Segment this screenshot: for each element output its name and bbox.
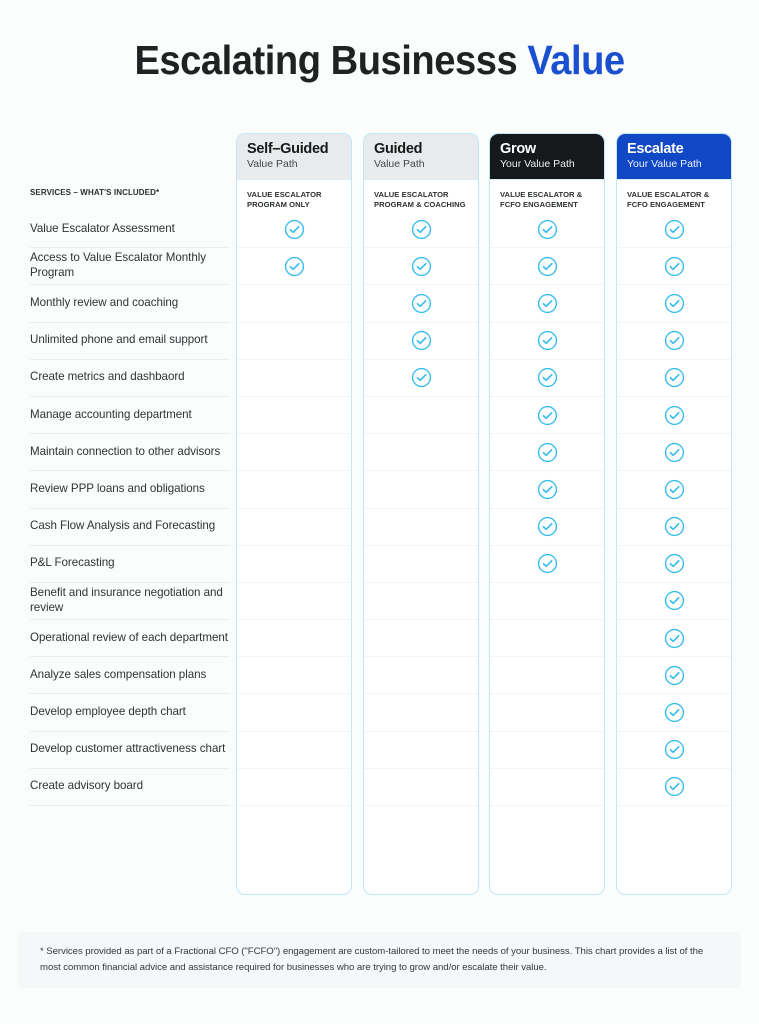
check-cell <box>364 211 478 248</box>
plan-note: VALUE ESCALATOR & FCFO ENGAGEMENT <box>617 179 731 225</box>
plan-subtitle: Your Value Path <box>627 158 702 171</box>
check-cell <box>617 732 731 769</box>
check-circle-icon <box>411 219 432 240</box>
check-row <box>236 694 734 731</box>
service-label: Monthly review and coaching <box>30 296 179 310</box>
check-row <box>236 732 734 769</box>
check-cell <box>617 285 731 322</box>
plan-note: VALUE ESCALATOR PROGRAM ONLY <box>237 179 351 225</box>
check-cell <box>364 360 478 397</box>
check-cell <box>237 546 351 583</box>
check-cell <box>237 434 351 471</box>
check-cell <box>617 360 731 397</box>
check-circle-icon <box>664 256 685 277</box>
check-cell <box>364 694 478 731</box>
page-title-main: Escalating Businesss <box>134 37 518 83</box>
service-row <box>30 509 230 546</box>
check-cell <box>617 434 731 471</box>
check-circle-icon <box>284 256 305 277</box>
check-cell <box>237 285 351 322</box>
check-circle-icon <box>664 405 685 426</box>
check-row <box>236 434 734 471</box>
service-label: Benefit and insurance negotiation and review <box>30 586 223 614</box>
plan-header <box>364 134 478 179</box>
check-circle-icon <box>537 330 558 351</box>
check-circle-icon <box>664 219 685 240</box>
service-row <box>30 769 230 806</box>
check-circle-icon <box>664 628 685 649</box>
service-label: P&L Forecasting <box>30 556 115 570</box>
check-cell <box>237 360 351 397</box>
check-circle-icon <box>537 405 558 426</box>
check-cell <box>617 397 731 434</box>
service-label: Unlimited phone and email support <box>30 333 208 347</box>
plan-header <box>617 134 731 179</box>
check-circle-icon <box>664 516 685 537</box>
plan-note: VALUE ESCALATOR PROGRAM & COACHING <box>364 179 478 225</box>
service-row <box>30 620 230 657</box>
plan-note: VALUE ESCALATOR & FCFO ENGAGEMENT <box>490 179 604 225</box>
service-row <box>30 248 230 285</box>
check-cell <box>617 248 731 285</box>
check-circle-icon <box>664 702 685 723</box>
page-title-accent: Value <box>527 37 625 83</box>
service-label: Cash Flow Analysis and Forecasting <box>30 519 216 533</box>
check-circle-icon <box>411 330 432 351</box>
check-cell <box>490 285 604 322</box>
check-cell <box>490 732 604 769</box>
services-list <box>30 211 230 806</box>
check-circle-icon <box>537 553 558 574</box>
check-cell <box>490 323 604 360</box>
footnote <box>18 932 741 988</box>
check-cell <box>490 583 604 620</box>
service-row <box>30 657 230 694</box>
check-row <box>236 285 734 322</box>
check-cell <box>237 732 351 769</box>
service-label: Review PPP loans and obligations <box>30 481 205 495</box>
check-cell <box>617 620 731 657</box>
check-cell <box>237 620 351 657</box>
service-row <box>30 434 230 471</box>
check-cell <box>364 769 478 806</box>
check-cell <box>617 769 731 806</box>
check-circle-icon <box>537 219 558 240</box>
check-cell <box>490 546 604 583</box>
plan-name: Escalate <box>627 141 684 157</box>
check-circle-icon <box>664 479 685 500</box>
check-cell <box>490 620 604 657</box>
plan-name: Grow <box>500 141 536 157</box>
check-circle-icon <box>537 367 558 388</box>
service-row <box>30 471 230 508</box>
check-row <box>236 360 734 397</box>
check-cell <box>490 509 604 546</box>
check-cell <box>364 434 478 471</box>
service-row <box>30 694 230 731</box>
check-cell <box>490 360 604 397</box>
check-cell <box>490 769 604 806</box>
service-label: Analyze sales compensation plans <box>30 667 207 681</box>
check-cell <box>617 509 731 546</box>
check-cell <box>237 211 351 248</box>
check-circle-icon <box>537 479 558 500</box>
plan-subtitle: Your Value Path <box>500 158 575 171</box>
plan-header <box>237 134 351 179</box>
check-cell <box>490 471 604 508</box>
check-circle-icon <box>664 665 685 686</box>
check-cell <box>237 323 351 360</box>
check-cell <box>364 323 478 360</box>
check-circle-icon <box>284 219 305 240</box>
check-row <box>236 583 734 620</box>
service-row <box>30 397 230 434</box>
check-circle-icon <box>664 330 685 351</box>
check-row <box>236 248 734 285</box>
service-label: Manage accounting department <box>30 407 192 421</box>
check-cell <box>237 657 351 694</box>
check-cell <box>364 732 478 769</box>
check-row <box>236 397 734 434</box>
service-label: Create advisory board <box>30 779 144 793</box>
check-cell <box>364 248 478 285</box>
check-row <box>236 471 734 508</box>
check-cell <box>237 248 351 285</box>
check-cell <box>617 323 731 360</box>
check-cell <box>617 546 731 583</box>
plan-header <box>490 134 604 179</box>
plan-subtitle: Value Path <box>374 158 425 171</box>
service-label: Maintain connection to other advisors <box>30 444 221 458</box>
check-cell <box>237 471 351 508</box>
service-label: Create metrics and dashbaord <box>30 370 185 384</box>
check-cell <box>364 657 478 694</box>
plan-name: Guided <box>374 141 423 157</box>
check-circle-icon <box>664 739 685 760</box>
check-cell <box>364 583 478 620</box>
check-circle-icon <box>537 516 558 537</box>
check-cell <box>364 397 478 434</box>
service-label: Develop customer attractiveness chart <box>30 742 226 756</box>
check-row <box>236 657 734 694</box>
check-cell <box>617 694 731 731</box>
check-cell <box>490 248 604 285</box>
plan-name: Self–Guided <box>247 141 329 157</box>
check-row <box>236 509 734 546</box>
check-circle-icon <box>664 590 685 611</box>
service-row <box>30 211 230 248</box>
check-cell <box>237 769 351 806</box>
services-column-header: SERVICES – WHAT'S INCLUDED* <box>30 188 160 197</box>
check-circle-icon <box>664 293 685 314</box>
check-cell <box>364 546 478 583</box>
check-cell <box>617 657 731 694</box>
check-circle-icon <box>411 256 432 277</box>
check-cell <box>490 434 604 471</box>
check-circle-icon <box>664 442 685 463</box>
check-circle-icon <box>664 553 685 574</box>
check-cell <box>364 509 478 546</box>
check-circle-icon <box>411 367 432 388</box>
service-label: Develop employee depth chart <box>30 705 186 719</box>
service-label: Operational review of each department <box>30 630 228 644</box>
check-row <box>236 323 734 360</box>
check-circle-icon <box>664 367 685 388</box>
check-cell <box>237 694 351 731</box>
footnote-text: * Services provided as part of a Fractional CFO ("FCFO") engagement are custom-tailored to meet the needs of your business. This chart provides a list of the most common financial advice and assistance required for businesses who are trying to grow and/or escalate their value. <box>40 946 704 973</box>
check-cell <box>490 657 604 694</box>
check-cell <box>237 509 351 546</box>
check-cell <box>617 583 731 620</box>
check-cell <box>617 211 731 248</box>
check-row <box>236 546 734 583</box>
service-row <box>30 546 230 583</box>
check-circle-icon <box>411 293 432 314</box>
service-row <box>30 285 230 322</box>
feature-check-grid <box>236 211 734 806</box>
service-row <box>30 583 230 620</box>
check-circle-icon <box>537 442 558 463</box>
check-cell <box>364 471 478 508</box>
service-row <box>30 323 230 360</box>
check-row <box>236 769 734 806</box>
check-circle-icon <box>664 776 685 797</box>
check-cell <box>364 285 478 322</box>
check-circle-icon <box>537 293 558 314</box>
check-cell <box>617 471 731 508</box>
check-cell <box>237 583 351 620</box>
check-row <box>236 620 734 657</box>
page-title <box>0 38 759 83</box>
check-cell <box>364 620 478 657</box>
check-cell <box>237 397 351 434</box>
service-label: Value Escalator Assessment <box>30 221 175 235</box>
check-cell <box>490 397 604 434</box>
service-label: Access to Value Escalator Monthly Program <box>30 251 206 280</box>
service-row <box>30 360 230 397</box>
check-circle-icon <box>537 256 558 277</box>
service-row <box>30 732 230 769</box>
check-row <box>236 211 734 248</box>
check-cell <box>490 211 604 248</box>
plan-subtitle: Value Path <box>247 158 298 171</box>
check-cell <box>490 694 604 731</box>
